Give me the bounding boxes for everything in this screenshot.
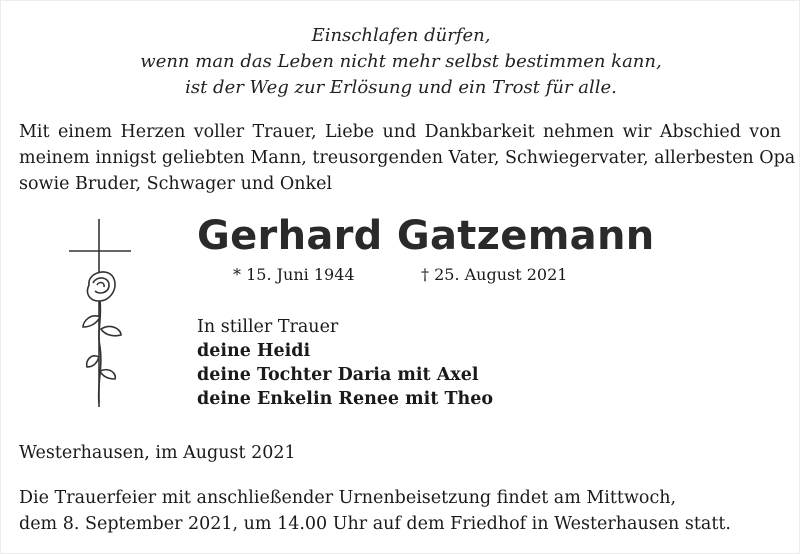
mourner: deine Enkelin Renee mit Theo: [197, 389, 494, 409]
mourners-list: [197, 315, 493, 411]
mourner: deine Tochter Daria mit Axel: [197, 365, 479, 385]
mourners-heading: In stiller Trauer: [197, 317, 339, 337]
birth-date: * 15. Juni 1944: [233, 265, 355, 284]
farewell-line: Mit einem Herzen voller Trauer, Liebe und Dankbarkeit nehmen wir Abschied von: [19, 122, 781, 142]
cross-with-rose-icon: [67, 217, 137, 411]
mourner: deine Heidi: [197, 341, 311, 361]
farewell-text: [19, 119, 796, 197]
poem-line: wenn man das Leben nicht mehr selbst bestimmen kann,: [140, 51, 662, 72]
poem: [1, 23, 800, 101]
poem-line: ist der Weg zur Erlösung und ein Trost für alle.: [185, 77, 617, 98]
service-line: dem 8. September 2021, um 14.00 Uhr auf dem Friedhof in Westerhausen statt.: [19, 514, 731, 534]
poem-line: Einschlafen dürfen,: [311, 25, 491, 46]
death-date: † 25. August 2021: [421, 265, 568, 284]
service-line: Die Trauerfeier mit anschließender Urnenbeisetzung findet am Mittwoch,: [19, 488, 677, 508]
farewell-line: sowie Bruder, Schwager und Onkel: [19, 174, 333, 194]
funeral-service-info: [19, 485, 731, 537]
place-and-date: Westerhausen, im August 2021: [19, 443, 296, 463]
deceased-name: Gerhard Gatzemann: [197, 213, 655, 259]
farewell-line: meinem innigst geliebten Mann, treusorgenden Vater, Schwiegervater, allerbesten Opa: [19, 148, 796, 168]
